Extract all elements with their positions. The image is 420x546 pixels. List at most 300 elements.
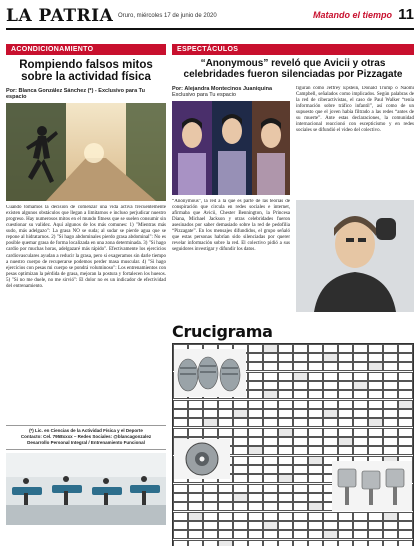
crossword-cell[interactable] [398,530,413,539]
crossword-cell[interactable] [233,437,248,446]
crossword-title: Crucigrama [172,321,273,341]
filters-illustration [174,349,246,397]
crossword-cell[interactable] [293,465,308,474]
article-headline: “Anonymous” reveló que Avicii y otras celebridades fueron silenciadas por Pizzagate [183,58,403,80]
crossword-clue-cell [323,530,338,539]
crossword-cell[interactable] [188,418,203,427]
credit-line: (*) Lic. en Ciencias de la Actividad Física y el Deporte [29,427,143,433]
crossword-cell[interactable] [188,502,203,511]
crossword-cell[interactable] [398,521,413,530]
credit-line: Desarrollo Personal Integral / Entrenamiento Funcional [27,440,145,446]
crossword-cell[interactable] [248,437,263,446]
crossword-cell[interactable] [353,446,368,455]
crossword-cell[interactable] [263,530,278,539]
crossword-cell[interactable] [278,446,293,455]
crossword-cell[interactable] [338,344,353,353]
crossword-cell[interactable] [248,502,263,511]
crossword-clue-cell [278,474,293,483]
crossword-cell[interactable] [233,484,248,493]
crossword-cell[interactable] [278,437,293,446]
crossword-cell[interactable] [293,446,308,455]
crossword-cell[interactable] [278,409,293,418]
dateline: Oruro, miércoles 17 de junio de 2020 [118,13,217,19]
crossword-cell[interactable] [233,521,248,530]
crossword-cell[interactable] [278,400,293,409]
crossword-cell[interactable] [323,437,338,446]
crossword-cell[interactable] [323,344,338,353]
brake-disc-illustration [174,439,230,479]
crossword-cell[interactable] [308,493,323,502]
crossword-cell[interactable] [263,409,278,418]
crossword-cell[interactable] [398,437,413,446]
crossword-cell[interactable] [203,521,218,530]
crossword-cell[interactable] [368,400,383,409]
crossword-cell[interactable] [383,409,398,418]
crossword-cell[interactable] [278,418,293,427]
crossword-cell[interactable] [233,446,248,455]
crossword-cell[interactable] [383,400,398,409]
crossword-cell[interactable] [188,409,203,418]
crossword-cell[interactable] [173,400,188,409]
crossword-cell[interactable] [203,512,218,521]
crossword-cell[interactable] [383,381,398,390]
crossword-cell[interactable] [188,484,203,493]
crossword-cell[interactable] [383,362,398,371]
crossword-cell[interactable] [248,381,263,390]
crossword-cell[interactable] [383,353,398,362]
crossword-cell[interactable] [383,521,398,530]
crossword-cell[interactable] [263,512,278,521]
crossword-cell[interactable] [398,372,413,381]
crossword-cell[interactable] [308,521,323,530]
crossword-cell[interactable] [338,446,353,455]
crossword-clue-cell [263,344,278,353]
crossword-cell[interactable] [218,521,233,530]
crossword-cell[interactable] [323,512,338,521]
crossword-cell[interactable] [398,446,413,455]
crossword-cell[interactable] [323,362,338,371]
article-byline-sub: Exclusivo para Tu espacio [172,91,236,98]
crossword-cell[interactable] [398,362,413,371]
crossword-cell[interactable] [308,530,323,539]
crossword-cell[interactable] [338,530,353,539]
crossword-clue-cell [263,390,278,399]
crossword-cell[interactable] [398,344,413,353]
crossword-cell[interactable] [248,400,263,409]
crossword-cell[interactable] [263,540,278,546]
gym-illustration [6,453,166,525]
section-tag: ESPECTÁCULOS [172,44,414,55]
runner-illustration [6,103,166,201]
crossword-cell[interactable] [278,484,293,493]
crossword-cell[interactable] [308,418,323,427]
crossword-cell[interactable] [293,344,308,353]
crossword-cell[interactable] [248,465,263,474]
crossword-cell[interactable] [263,372,278,381]
crossword-cell[interactable] [278,344,293,353]
crossword-cell[interactable] [233,456,248,465]
crossword-clue-cell [203,418,218,427]
crossword-cell[interactable] [203,540,218,546]
crossword-cell[interactable] [248,353,263,362]
crossword-cell[interactable] [353,390,368,399]
crossword-cell[interactable] [233,465,248,474]
crossword-cell[interactable] [278,390,293,399]
crossword-cell[interactable] [368,540,383,546]
crossword-cell[interactable] [233,418,248,427]
crossword-cell[interactable] [323,418,338,427]
crossword-cell[interactable] [368,344,383,353]
crossword-cell[interactable] [338,512,353,521]
crossword-cell[interactable] [293,428,308,437]
crossword-picture-clue [174,439,230,479]
crossword-cell[interactable] [338,362,353,371]
crossword-cell[interactable] [188,521,203,530]
crossword-cell[interactable] [323,521,338,530]
crossword-cell[interactable] [398,390,413,399]
crossword-cell[interactable] [248,362,263,371]
crossword-cell[interactable] [308,512,323,521]
crossword-cell[interactable] [293,521,308,530]
crossword-cell[interactable] [233,540,248,546]
crossword-cell[interactable] [383,446,398,455]
credit-line: Contacto: Cel. 7958xxxx – Redes Sociales: @blancagonzalez [20,434,152,440]
crossword-cell[interactable] [263,474,278,483]
crossword-cell[interactable] [218,409,233,418]
crossword-cell[interactable] [278,353,293,362]
crossword-cell[interactable] [278,456,293,465]
crossword-cell[interactable] [308,437,323,446]
crossword-cell[interactable] [203,502,218,511]
crossword-clue-cell [188,512,203,521]
crossword-cell[interactable] [188,428,203,437]
crossword-cell[interactable] [173,428,188,437]
crossword-cell[interactable] [323,390,338,399]
crossword-cell[interactable] [263,446,278,455]
crossword-cell[interactable] [203,400,218,409]
crossword-cell[interactable] [323,400,338,409]
page-number: 11 [398,6,414,23]
crossword-cell[interactable] [293,418,308,427]
crossword-cell[interactable] [368,372,383,381]
crossword-clue-cell [368,362,383,371]
crossword-clue-cell [248,446,263,455]
crossword-cell[interactable] [293,437,308,446]
crossword-cell[interactable] [398,512,413,521]
author-credits [6,425,166,450]
crossword-cell[interactable] [353,344,368,353]
crossword-cell[interactable] [353,428,368,437]
crossword-cell[interactable] [218,502,233,511]
crossword-cell[interactable] [263,362,278,371]
article-body-top: Cuando tomamos la decisión de comenzar una vida activa frecuentemente existen algunos obstáculos que llegan a limitarnos e incluso perjudicar nuestro progreso. Hay numerosos mitos en el mundo fitness que se suelen consumir sin cuestionar su validez. Aquí algunos de los más comunes: 1) "Mientras más sudo, más adelgazo": La grasa NO se suda; al sudar se pierde agua que se repone al hidratarnos. 2) "Si hago abdominales pierdo grasa abdominal": No es posible quemar grasa de forma localizada en una zona determinada. 3) "Si hago cardio por muchas horas, adelgazaré más rápido". Efectivamente los ejercicios cardiovasculares ayudan a reducir la grasa, pero si exageramos sin darle tiempo a nuestro cuerpo de recuperarse podemos perder masa muscular. 4) "Si hago ejercicios con pesas mi cuerpo se pondrá voluminoso": Los entrenamientos con pesas optimizan la pérdida de grasa, mejoran la postura y fortalecen los huesos. 5) "Si no me duele, no me sirvió": El dolor no es un indicador de efectividad del entrenamiento. [6,204,166,290]
avicii-photo [296,200,414,312]
crossword-cell[interactable] [248,372,263,381]
crossword-cell[interactable] [308,372,323,381]
crossword-clue-cell [233,493,248,502]
crossword-cell[interactable] [368,381,383,390]
crossword-cell[interactable] [188,540,203,546]
crossword-cell[interactable] [248,474,263,483]
crossword-cell[interactable] [338,390,353,399]
crossword-cell[interactable] [263,456,278,465]
crossword-cell[interactable] [263,418,278,427]
crossword-cell[interactable] [308,446,323,455]
crossword-cell[interactable] [263,465,278,474]
crossword-cell[interactable] [293,530,308,539]
crossword-cell[interactable] [173,409,188,418]
crossword-cell[interactable] [383,390,398,399]
crossword-cell[interactable] [338,540,353,546]
crossword-cell[interactable] [263,381,278,390]
crossword-cell[interactable] [263,428,278,437]
crossword-clue-cell [383,512,398,521]
crossword-cell[interactable] [173,530,188,539]
crossword-cell[interactable] [173,502,188,511]
crossword-cell[interactable] [368,390,383,399]
crossword-cell[interactable] [248,409,263,418]
crossword-cell[interactable] [353,409,368,418]
portrait-illustration [296,200,414,312]
crossword-cell[interactable] [398,381,413,390]
crossword-cell[interactable] [173,484,188,493]
crossword-cell[interactable] [353,372,368,381]
crossword-cell[interactable] [293,381,308,390]
crossword-cell[interactable] [323,381,338,390]
runner-photo [6,103,166,201]
article-headline: Rompiendo falsos mitos sobre la actividad física [19,59,153,84]
crossword-cell[interactable] [173,493,188,502]
crossword-cell[interactable] [278,512,293,521]
crossword-cell[interactable] [203,409,218,418]
crossword-cell[interactable] [308,409,323,418]
article-body-col1: “Anonymous”, la red a la que es parte de las teorías de conspiración que circula en redes sociales e internet, afirmaba que Avicii, Chester Bennington, la Princesa Diana, Michael Jackson y otras celebridades fueron asesinados por saber demasiado sobre la red de pedofilia “Pizzagate”. En los mensajes difundidos, el grupo señaló que estas personas habrían sido silenciadas por querer revelar información sobre la red. El colectivo pidió a sus seguidores investigar y difundir los datos. [172,198,290,253]
crossword-cell[interactable] [368,428,383,437]
crossword-cell[interactable] [263,493,278,502]
crossword-cell[interactable] [233,502,248,511]
crossword-cell[interactable] [293,400,308,409]
crossword-cell[interactable] [323,540,338,546]
crossword-cell[interactable] [293,474,308,483]
crossword-cell[interactable] [173,540,188,546]
crossword-cell[interactable] [353,362,368,371]
crossword-cell[interactable] [233,400,248,409]
crossword-cell[interactable] [293,362,308,371]
crossword-cell[interactable] [218,418,233,427]
crossword-cell[interactable] [218,512,233,521]
crossword-cell[interactable] [338,521,353,530]
crossword-cell[interactable] [278,381,293,390]
crossword-cell[interactable] [338,353,353,362]
crossword-cell[interactable] [233,530,248,539]
article-body-col2: figuran como Jeffrey Epstein, Donald Trump o Naomi Campbell, señalados como implicados. Según palabras de la red de ciberactivistas, el caso de Paul Walker “tenía información sobre tráfico infantil”, así como de un supuesto que el joven había filtrado a las redes “antes de su muerte”. Ante estas declaraciones, la comunidad internacional reaccionó con escepticismo y en redes sociales se difundió el video del colectivo. [296,85,414,134]
crossword-cell[interactable] [383,428,398,437]
crossword-cell[interactable] [233,428,248,437]
crossword-cell[interactable] [278,372,293,381]
crossword-cell[interactable] [338,372,353,381]
crossword-cell[interactable] [338,428,353,437]
crossword-cell[interactable] [263,502,278,511]
crossword-cell[interactable] [308,344,323,353]
crossword-cell[interactable] [368,530,383,539]
crossword-cell[interactable] [278,465,293,474]
crossword-cell[interactable] [308,484,323,493]
crossword-cell[interactable] [308,400,323,409]
crossword-cell[interactable] [353,521,368,530]
crossword-cell[interactable] [218,530,233,539]
crossword-cell[interactable] [383,372,398,381]
crossword-cell[interactable] [368,437,383,446]
crossword-cell[interactable] [263,400,278,409]
crossword-clue-cell [323,353,338,362]
crossword-cell[interactable] [218,400,233,409]
crossword-cell[interactable] [383,540,398,546]
crossword-cell[interactable] [248,521,263,530]
crossword-cell[interactable] [218,484,233,493]
crossword-cell[interactable] [368,521,383,530]
crossword-cell[interactable] [308,428,323,437]
crossword-cell[interactable] [308,465,323,474]
crossword-cell[interactable] [293,540,308,546]
crossword-cell[interactable] [308,540,323,546]
crossword-cell[interactable] [353,418,368,427]
crossword-cell[interactable] [353,353,368,362]
crossword-cell[interactable] [308,381,323,390]
gym-photo [6,453,166,525]
crossword-cell[interactable] [293,353,308,362]
crossword-cell[interactable] [308,474,323,483]
crossword-cell[interactable] [218,428,233,437]
crossword-cell[interactable] [278,493,293,502]
crossword-cell[interactable] [293,493,308,502]
right-article [172,36,414,542]
crossword-cell[interactable] [293,390,308,399]
crossword-cell[interactable] [203,428,218,437]
crossword-cell[interactable] [353,400,368,409]
crossword-clue-cell [338,437,353,446]
crossword-cell[interactable] [173,418,188,427]
article-byline: Por: Blanca González Sánchez (*) - Exclusivo para Tu espacio [6,87,145,100]
crossword-cell[interactable] [233,512,248,521]
crossword-cell[interactable] [323,446,338,455]
crossword-cell[interactable] [293,502,308,511]
crossword-clue-cell [218,540,233,546]
crossword-cell[interactable] [398,418,413,427]
crossword-cell[interactable] [308,390,323,399]
crossword-cell[interactable] [248,344,263,353]
section-tag: ACONDICIONAMIENTO [6,44,166,55]
celebrity-collage [172,101,290,195]
crossword-cell[interactable] [383,344,398,353]
crossword-cell[interactable] [383,418,398,427]
crossword-cell[interactable] [398,540,413,546]
crossword-cell[interactable] [278,362,293,371]
crossword-cell[interactable] [293,409,308,418]
crossword-cell[interactable] [278,530,293,539]
crossword-cell[interactable] [293,484,308,493]
crossword-cell[interactable] [383,437,398,446]
crossword-cell[interactable] [203,493,218,502]
crossword-cell[interactable] [353,512,368,521]
crossword-cell[interactable] [308,362,323,371]
crossword-cell[interactable] [338,418,353,427]
newspaper-logo: LA PATRIA [6,6,114,26]
crossword-cell[interactable] [248,512,263,521]
crossword-cell[interactable] [338,381,353,390]
crossword-cell[interactable] [323,428,338,437]
crossword-cell[interactable] [188,530,203,539]
collage-illustration [172,101,290,195]
crossword-cell[interactable] [293,512,308,521]
crossword-clue-cell [308,502,323,511]
crossword-cell[interactable] [248,418,263,427]
crossword-cell[interactable] [353,530,368,539]
crossword-cell[interactable] [248,484,263,493]
crossword-picture-clue [174,349,246,397]
left-article [6,36,166,542]
crossword-cell[interactable] [278,521,293,530]
crossword-cell[interactable] [173,512,188,521]
crossword-clue-cell [323,409,338,418]
crossword-clue-cell [293,372,308,381]
crossword-cell[interactable] [293,456,308,465]
crossword-cell[interactable] [173,521,188,530]
article-byline: Por: Alejandra Montecinos Juaniquina [172,85,273,92]
crossword-cell[interactable] [263,437,278,446]
crossword-cell[interactable] [368,446,383,455]
crossword-clue-cell [263,521,278,530]
pistons-illustration [332,461,412,511]
masthead [6,4,414,30]
crossword-cell[interactable] [203,484,218,493]
crossword-cell[interactable] [263,353,278,362]
crossword-cell[interactable] [203,530,218,539]
crossword-cell[interactable] [338,409,353,418]
crossword-cell[interactable] [248,540,263,546]
section-title: Matando el tiempo [312,10,392,20]
crossword-cell[interactable] [233,474,248,483]
crossword-cell[interactable] [338,400,353,409]
crossword-cell[interactable] [323,372,338,381]
crossword-cell[interactable] [278,540,293,546]
crossword-cell[interactable] [368,409,383,418]
crossword-cell[interactable] [308,353,323,362]
crossword-cell[interactable] [248,530,263,539]
crossword-picture-clue [332,461,412,511]
crossword-cell[interactable] [368,512,383,521]
crossword-cell[interactable] [353,437,368,446]
crossword-clue-cell [368,418,383,427]
crossword-cell[interactable] [398,428,413,437]
crossword-cell[interactable] [188,400,203,409]
crossword-cell[interactable] [248,493,263,502]
crossword-cell[interactable] [248,428,263,437]
crossword-cell[interactable] [263,484,278,493]
crossword-cell[interactable] [248,390,263,399]
crossword-cell[interactable] [383,530,398,539]
crossword-cell[interactable] [248,456,263,465]
crossword-cell[interactable] [353,540,368,546]
crossword-cell[interactable] [188,493,203,502]
crossword-cell[interactable] [218,493,233,502]
crossword-clue-cell [308,456,323,465]
crossword-cell[interactable] [398,353,413,362]
crossword-cell[interactable] [398,409,413,418]
crossword-clue-cell [398,400,413,409]
crossword-cell[interactable] [278,502,293,511]
crossword-cell[interactable] [368,353,383,362]
crossword-clue-cell [233,409,248,418]
